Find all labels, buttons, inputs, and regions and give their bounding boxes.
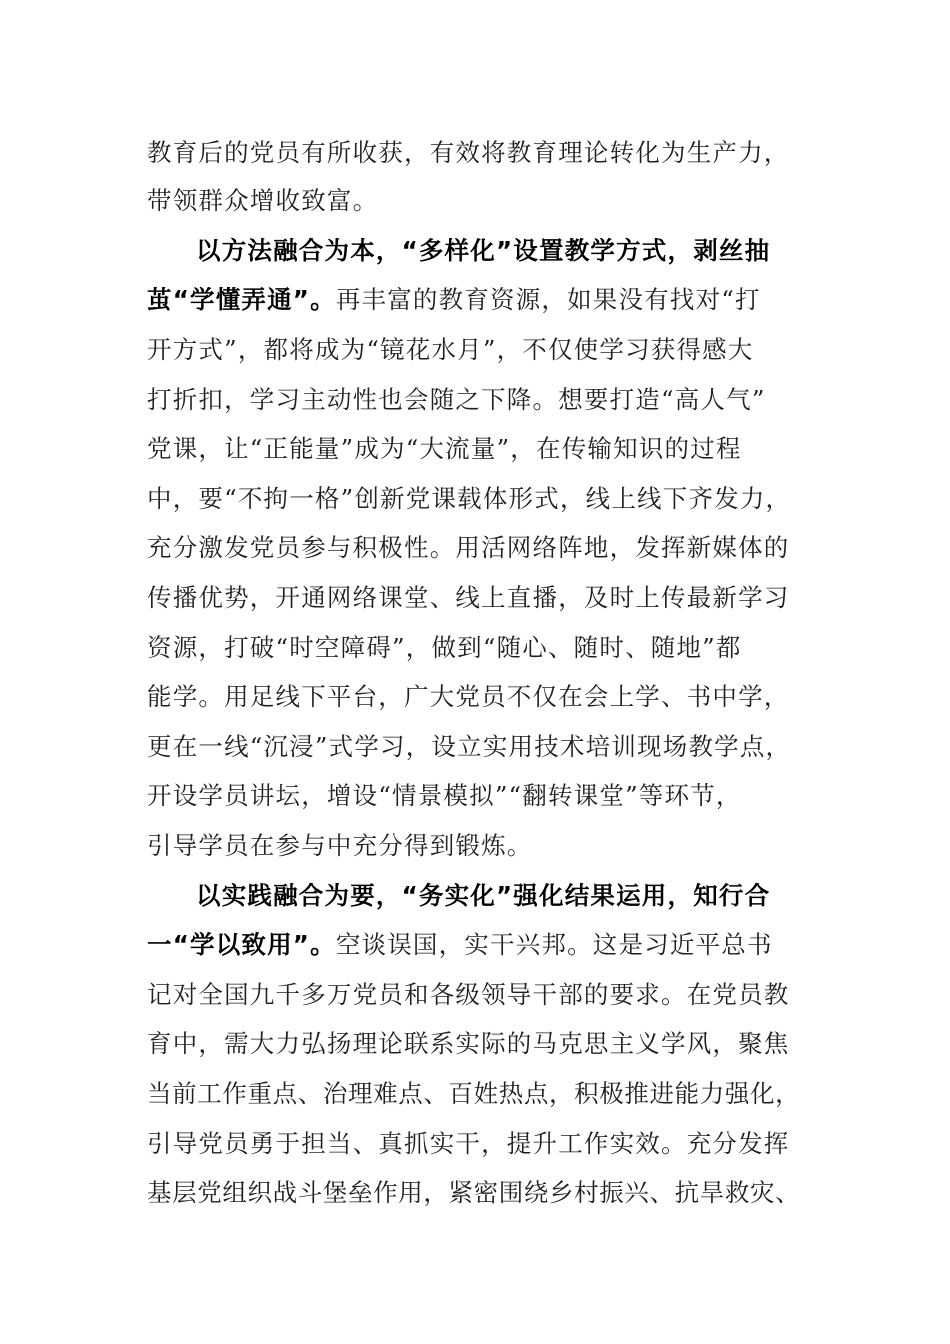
text-span: 打折扣，学习主动性也会随之下降。想要打造“高人气” (147, 385, 766, 414)
text-span: 记对全国九千多万党员和各级领导干部的要求。在党员教 (147, 980, 790, 1009)
text-span: 开方式”，都将成为“镜花水月”，不仅使学习获得感大 (147, 335, 754, 364)
text-span: 引导学员在参与中充分得到锻炼。 (147, 831, 533, 860)
text-line (147, 628, 742, 668)
text-line (196, 231, 770, 271)
text-span: 党课，让“正能量”成为“大流量”，在传输知识的过程 (147, 434, 742, 463)
bold-heading-span: 茧“学懂弄通”。 (147, 285, 336, 314)
text-line (147, 528, 790, 568)
text-line (147, 578, 790, 618)
text-line (147, 330, 754, 370)
bold-heading-span: 以方法融合为本，“多样化”设置教学方式，剥丝抽 (196, 236, 771, 265)
text-line (147, 133, 790, 173)
text-span: 再丰富的教育资源，如果没有找对“打 (335, 285, 761, 314)
text-span: 传播优势，开通网络课堂、线上直播，及时上传最新学习 (147, 583, 790, 612)
text-line (147, 1173, 800, 1213)
text-span: 引导党员勇于担当、真抓实干，提升工作实效。充分发挥 (147, 1129, 790, 1158)
bold-heading-span: 以实践融合为要，“务实化”强化结果运用，知行合 (196, 881, 771, 910)
text-line (147, 1024, 790, 1064)
text-line (147, 181, 378, 221)
text-line (147, 280, 761, 320)
text-span: 基层党组织战斗堡垒作用，紧密围绕乡村振兴、抗旱救灾、 (147, 1178, 801, 1207)
text-line (147, 479, 791, 519)
text-span: 当前工作重点、治理难点、百姓热点，积极推进能力强化， (147, 1079, 801, 1108)
text-span: 育中，需大力弘扬理论联系实际的马克思主义学风，聚焦 (147, 1029, 790, 1058)
text-line (147, 677, 790, 717)
text-span: 资源，打破“时空障碍”，做到“随心、随时、随地”都 (147, 633, 742, 662)
text-line (147, 975, 790, 1015)
text-line (147, 925, 773, 965)
text-line (147, 1074, 800, 1114)
text-line (147, 429, 742, 469)
text-span: 教育后的党员有所收获，有效将教育理论转化为生产力， (147, 138, 790, 167)
text-span: 充分激发党员参与积极性。用活网络阵地，发挥新媒体的 (147, 533, 790, 562)
text-span: 开设学员讲坛，增设“情景模拟”“翻转课堂”等环节， (147, 781, 742, 810)
text-span: 能学。用足线下平台，广大党员不仅在会上学、书中学， (147, 682, 790, 711)
text-line (147, 1124, 790, 1164)
text-line (147, 826, 533, 866)
text-span: 空谈误国，实干兴邦。这是习近平总书 (335, 930, 773, 959)
text-span: 更在一线“沉浸”式学习，设立实用技术培训现场教学点， (147, 732, 792, 761)
text-line (147, 727, 791, 767)
text-line (147, 380, 766, 420)
text-span: 中，要“不拘一格”创新党课载体形式，线上线下齐发力， (147, 484, 792, 513)
text-span: 带领群众增收致富。 (147, 186, 379, 215)
text-line (147, 776, 742, 816)
text-line (196, 876, 770, 916)
bold-heading-span: 一“学以致用”。 (147, 930, 336, 959)
